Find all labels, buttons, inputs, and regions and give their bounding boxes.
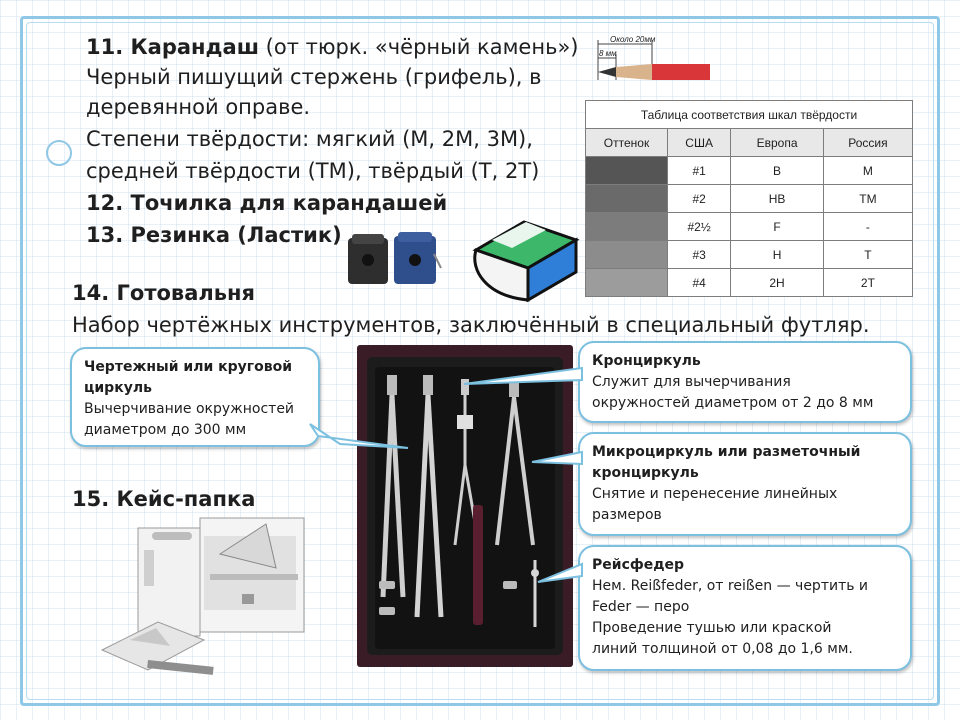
table-cell-russia: M bbox=[823, 157, 912, 185]
drawing-kit-case-image bbox=[357, 345, 573, 667]
hardness-table bbox=[585, 100, 913, 297]
pencil-body-shape bbox=[652, 64, 710, 80]
callout-compass-pointer bbox=[300, 420, 410, 460]
table-cell-usa: #2 bbox=[668, 185, 731, 213]
pencil-diagram bbox=[590, 34, 720, 86]
callout-bow-compass-pointer bbox=[462, 364, 586, 392]
pencil-lead-shape bbox=[598, 67, 616, 77]
drawing-kit-description: Набор чертёжных инструментов, заключённый в специальный футляр. bbox=[72, 313, 870, 337]
pencil-heading bbox=[86, 34, 579, 60]
callout-bow-compass-title: Кронциркуль bbox=[592, 353, 701, 369]
eraser-image bbox=[466, 210, 582, 302]
callout-ruling-pen-text4: линий толщиной от 0,08 до 1,6 мм. bbox=[592, 641, 853, 657]
callout-compass-text2: диаметром до 300 мм bbox=[84, 422, 247, 438]
table-row bbox=[586, 157, 913, 185]
table-cell-europe: HB bbox=[731, 185, 824, 213]
drawing-kit-title: 14. Готовальня bbox=[72, 281, 256, 305]
table-header-shade: Оттенок bbox=[586, 129, 668, 157]
callout-ruling-pen bbox=[578, 545, 912, 671]
pencil-text-line2: деревянной оправе. bbox=[86, 95, 311, 119]
table-cell-europe: F bbox=[731, 213, 824, 241]
pencil-origin: (от тюрк. «чёрный камень») bbox=[259, 35, 579, 59]
callout-ruling-pen-pointer bbox=[536, 560, 586, 590]
eraser-title: 13. Резинка (Ластик) bbox=[86, 223, 342, 247]
callout-micro-compass-title1: Микроциркуль или разметочный bbox=[592, 444, 861, 460]
case-folder-image bbox=[96, 510, 312, 682]
table-cell-usa: #1 bbox=[668, 157, 731, 185]
sharpeners-image bbox=[346, 228, 442, 290]
callout-micro-compass-text2: размеров bbox=[592, 507, 662, 523]
callout-compass bbox=[70, 347, 320, 447]
callout-compass-title1: Чертежный или круговой bbox=[84, 359, 293, 375]
table-cell-russia: 2T bbox=[823, 269, 912, 297]
table-cell-usa: #3 bbox=[668, 241, 731, 269]
callout-micro-compass-pointer bbox=[530, 448, 586, 472]
table-cell-russia: TM bbox=[823, 185, 912, 213]
table-header-europe: Европа bbox=[731, 129, 824, 157]
shade-swatch bbox=[586, 241, 668, 269]
table-cell-europe: B bbox=[731, 157, 824, 185]
callout-micro-compass-title2: кронциркуль bbox=[592, 465, 699, 481]
drawing-instruments bbox=[357, 345, 573, 667]
shade-swatch bbox=[586, 185, 668, 213]
table-cell-usa: #4 bbox=[668, 269, 731, 297]
callout-ruling-pen-text3: Проведение тушью или краской bbox=[592, 620, 832, 636]
table-cell-russia: - bbox=[823, 213, 912, 241]
callout-compass-title2: циркуль bbox=[84, 380, 152, 396]
pencil-hardness-line1: Степени твёрдости: мягкий (М, 2М, 3М), bbox=[86, 127, 533, 151]
pencil-diagram-tip-label: 8 мм bbox=[599, 49, 617, 58]
table-header-usa: США bbox=[668, 129, 731, 157]
callout-ruling-pen-title: Рейсфедер bbox=[592, 557, 685, 573]
sharpener-title: 12. Точилка для карандашей bbox=[86, 191, 448, 215]
shade-swatch bbox=[586, 269, 668, 297]
table-cell-europe: 2H bbox=[731, 269, 824, 297]
pencil-hardness-line2: средней твёрдости (ТМ), твёрдый (Т, 2Т) bbox=[86, 159, 540, 183]
pencil-wood-shape bbox=[616, 64, 652, 80]
shade-swatch bbox=[586, 157, 668, 185]
callout-ruling-pen-text1: Нем. Reißfeder, от reißen — чертить и bbox=[592, 578, 869, 594]
callout-ruling-pen-text2: Feder — перо bbox=[592, 599, 690, 615]
shade-swatch bbox=[586, 213, 668, 241]
table-row bbox=[586, 269, 913, 297]
table-cell-usa: #2½ bbox=[668, 213, 731, 241]
callout-micro-compass-text1: Снятие и перенесение линейных bbox=[592, 486, 838, 502]
pencil-text-line1: Черный пишущий стержень (грифель), в bbox=[86, 65, 542, 89]
hardness-table-caption: Таблица соответствия шкал твёрдости bbox=[586, 101, 913, 129]
pencil-title: 11. Карандаш bbox=[86, 35, 259, 59]
callout-bow-compass-text2: окружностей диаметром от 2 до 8 мм bbox=[592, 395, 874, 411]
table-cell-europe: H bbox=[731, 241, 824, 269]
pencil-diagram-total-label: Около 20мм bbox=[610, 35, 656, 44]
table-row bbox=[586, 241, 913, 269]
callout-compass-text1: Вычерчивание окружностей bbox=[84, 401, 295, 417]
callout-micro-compass bbox=[578, 432, 912, 536]
case-folder-title: 15. Кейс-папка bbox=[72, 487, 256, 511]
table-cell-russia: T bbox=[823, 241, 912, 269]
callout-bow-compass-text1: Служит для вычерчивания bbox=[592, 374, 791, 390]
table-row bbox=[586, 185, 913, 213]
callout-bow-compass bbox=[578, 341, 912, 423]
table-header-russia: Россия bbox=[823, 129, 912, 157]
table-row bbox=[586, 213, 913, 241]
frame-ornament bbox=[46, 140, 72, 166]
